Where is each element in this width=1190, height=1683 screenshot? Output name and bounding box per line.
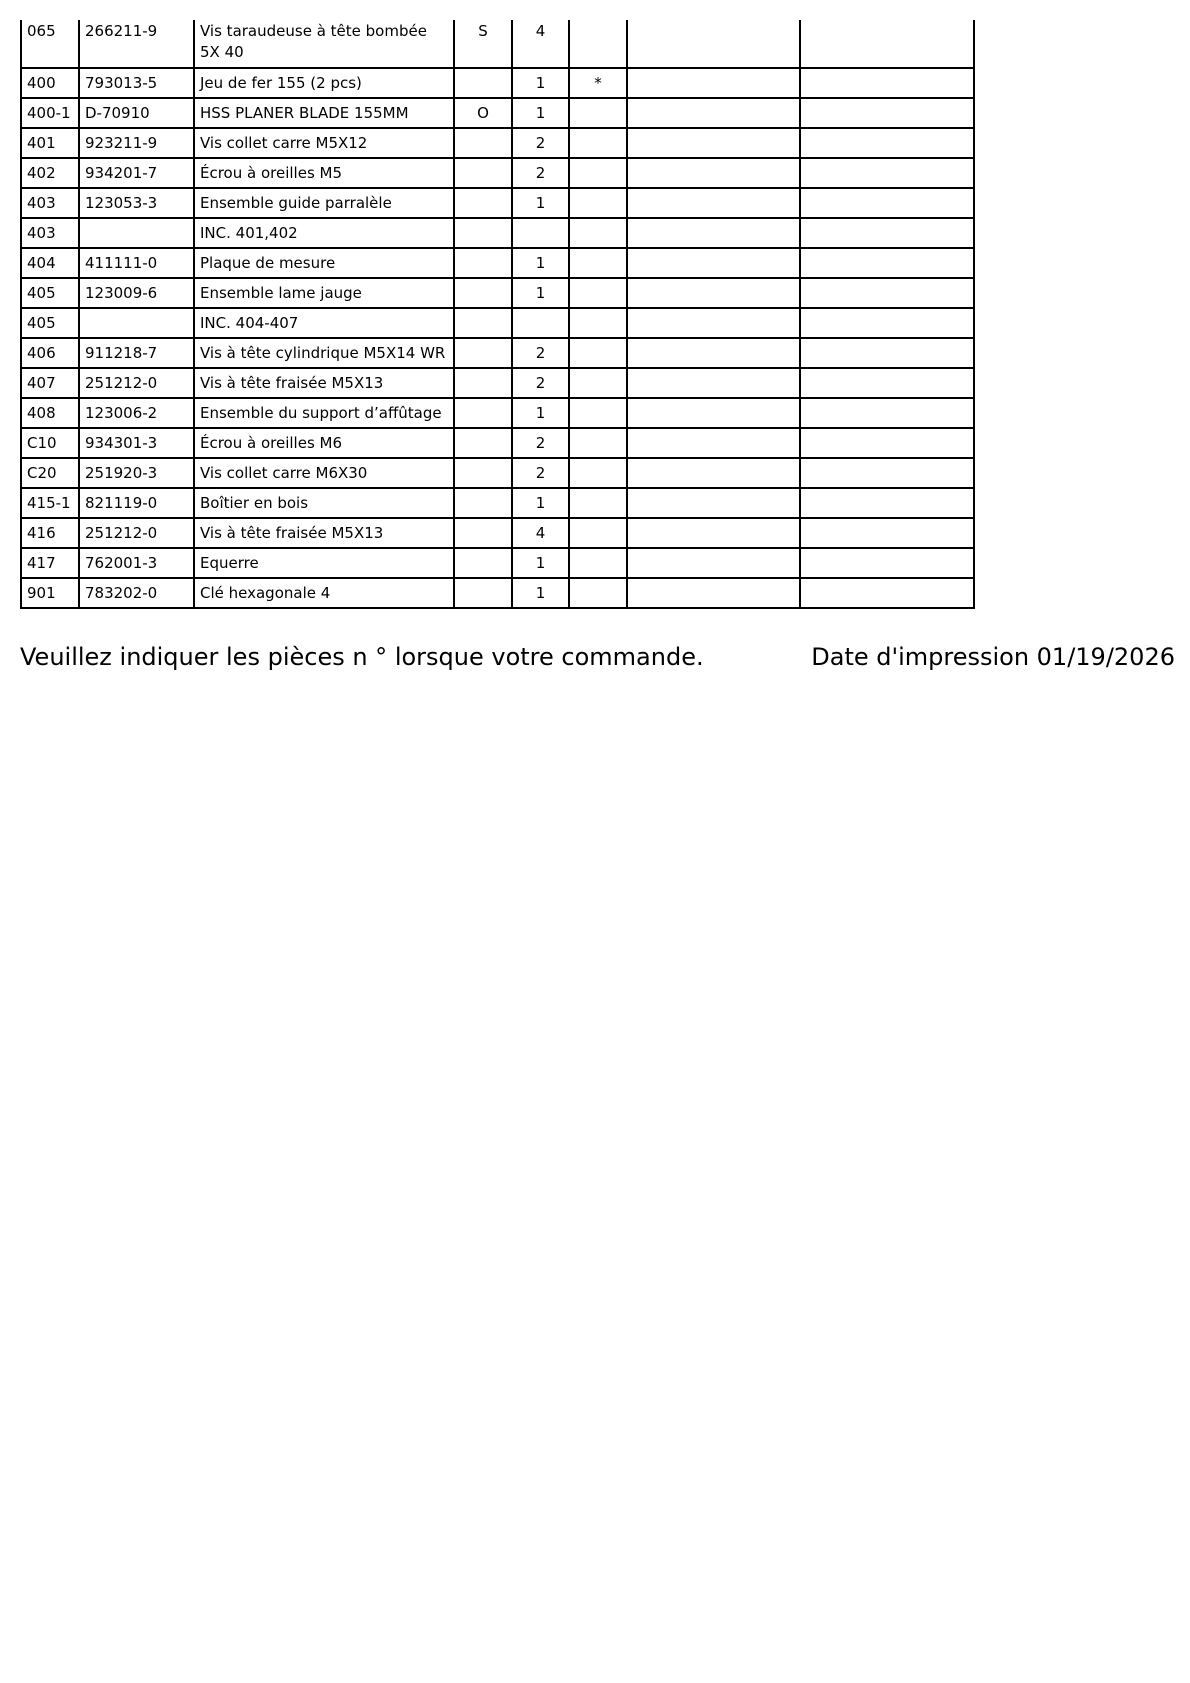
note-cell — [454, 248, 512, 278]
mark-cell — [569, 578, 627, 608]
part-number-cell: 123009-6 — [79, 278, 194, 308]
table-row — [21, 338, 974, 368]
item-number-cell: 416 — [21, 518, 79, 548]
description-cell: INC. 401,402 — [194, 218, 454, 248]
blank-cell — [800, 458, 974, 488]
mark-cell — [569, 458, 627, 488]
note-cell: S — [454, 20, 512, 68]
quantity-cell: 2 — [512, 458, 569, 488]
part-number-cell: 911218-7 — [79, 338, 194, 368]
quantity-cell: 1 — [512, 278, 569, 308]
quantity-cell: 1 — [512, 488, 569, 518]
quantity-cell: 2 — [512, 128, 569, 158]
quantity-cell — [512, 218, 569, 248]
table-row — [21, 428, 974, 458]
description-cell: Ensemble guide parralèle — [194, 188, 454, 218]
blank-cell — [800, 518, 974, 548]
item-number-cell: 402 — [21, 158, 79, 188]
mark-cell — [569, 488, 627, 518]
quantity-cell: 1 — [512, 548, 569, 578]
part-number-cell: 251212-0 — [79, 368, 194, 398]
blank-cell — [627, 548, 800, 578]
part-number-cell: 783202-0 — [79, 578, 194, 608]
item-number-cell: 401 — [21, 128, 79, 158]
quantity-cell: 1 — [512, 248, 569, 278]
part-number-cell: 923211-9 — [79, 128, 194, 158]
table-row — [21, 128, 974, 158]
part-number-cell: 251920-3 — [79, 458, 194, 488]
description-cell: HSS PLANER BLADE 155MM — [194, 98, 454, 128]
blank-cell — [800, 578, 974, 608]
note-cell — [454, 218, 512, 248]
blank-cell — [627, 458, 800, 488]
item-number-cell: 405 — [21, 308, 79, 338]
blank-cell — [627, 20, 800, 68]
note-cell — [454, 128, 512, 158]
description-cell: Clé hexagonale 4 — [194, 578, 454, 608]
item-number-cell: 400-1 — [21, 98, 79, 128]
blank-cell — [800, 188, 974, 218]
description-cell: Jeu de fer 155 (2 pcs) — [194, 68, 454, 98]
mark-cell — [569, 428, 627, 458]
quantity-cell: 2 — [512, 338, 569, 368]
item-number-cell: 400 — [21, 68, 79, 98]
part-number-cell: 251212-0 — [79, 518, 194, 548]
blank-cell — [627, 248, 800, 278]
blank-cell — [627, 338, 800, 368]
part-number-cell: 411111-0 — [79, 248, 194, 278]
blank-cell — [800, 308, 974, 338]
note-cell — [454, 458, 512, 488]
blank-cell — [627, 518, 800, 548]
item-number-cell: C20 — [21, 458, 79, 488]
mark-cell: * — [569, 68, 627, 98]
table-row — [21, 458, 974, 488]
part-number-cell: 934201-7 — [79, 158, 194, 188]
blank-cell — [627, 128, 800, 158]
quantity-cell: 4 — [512, 518, 569, 548]
blank-cell — [800, 20, 974, 68]
quantity-cell — [512, 308, 569, 338]
description-cell: Boîtier en bois — [194, 488, 454, 518]
description-cell: Equerre — [194, 548, 454, 578]
quantity-cell: 1 — [512, 68, 569, 98]
blank-cell — [800, 98, 974, 128]
description-cell: Ensemble du support d’affûtage — [194, 398, 454, 428]
note-cell — [454, 368, 512, 398]
table-row — [21, 548, 974, 578]
item-number-cell: 406 — [21, 338, 79, 368]
blank-cell — [800, 428, 974, 458]
mark-cell — [569, 518, 627, 548]
note-cell — [454, 68, 512, 98]
quantity-cell: 2 — [512, 428, 569, 458]
note-cell — [454, 398, 512, 428]
item-number-cell: 404 — [21, 248, 79, 278]
quantity-cell: 2 — [512, 368, 569, 398]
item-number-cell: C10 — [21, 428, 79, 458]
mark-cell — [569, 338, 627, 368]
table-row — [21, 98, 974, 128]
table-row — [21, 20, 974, 68]
mark-cell — [569, 188, 627, 218]
mark-cell — [569, 158, 627, 188]
blank-cell — [800, 548, 974, 578]
part-number-cell: 123053-3 — [79, 188, 194, 218]
blank-cell — [800, 128, 974, 158]
part-number-cell: 123006-2 — [79, 398, 194, 428]
table-row — [21, 68, 974, 98]
blank-cell — [627, 368, 800, 398]
description-cell: Vis taraudeuse à tête bombée 5X 40 — [194, 20, 454, 68]
quantity-cell: 1 — [512, 398, 569, 428]
item-number-cell: 405 — [21, 278, 79, 308]
blank-cell — [800, 368, 974, 398]
note-cell — [454, 188, 512, 218]
blank-cell — [627, 68, 800, 98]
note-cell — [454, 488, 512, 518]
mark-cell — [569, 548, 627, 578]
mark-cell — [569, 98, 627, 128]
blank-cell — [800, 278, 974, 308]
description-cell: Écrou à oreilles M5 — [194, 158, 454, 188]
description-cell: Écrou à oreilles M6 — [194, 428, 454, 458]
note-cell — [454, 578, 512, 608]
print-date: Date d'impression 01/19/2026 — [811, 643, 1175, 671]
blank-cell — [627, 308, 800, 338]
blank-cell — [627, 218, 800, 248]
blank-cell — [800, 218, 974, 248]
blank-cell — [627, 158, 800, 188]
mark-cell — [569, 398, 627, 428]
part-number-cell — [79, 218, 194, 248]
note-cell — [454, 518, 512, 548]
description-cell: Vis collet carre M5X12 — [194, 128, 454, 158]
part-number-cell: D-70910 — [79, 98, 194, 128]
blank-cell — [627, 278, 800, 308]
blank-cell — [800, 248, 974, 278]
mark-cell — [569, 20, 627, 68]
item-number-cell: 417 — [21, 548, 79, 578]
mark-cell — [569, 218, 627, 248]
blank-cell — [627, 188, 800, 218]
part-number-cell: 793013-5 — [79, 68, 194, 98]
part-number-cell: 934301-3 — [79, 428, 194, 458]
part-number-cell: 266211-9 — [79, 20, 194, 68]
parts-table-body — [21, 20, 974, 608]
note-cell — [454, 428, 512, 458]
table-row — [21, 368, 974, 398]
part-number-cell — [79, 308, 194, 338]
item-number-cell: 408 — [21, 398, 79, 428]
item-number-cell: 407 — [21, 368, 79, 398]
table-row — [21, 278, 974, 308]
item-number-cell: 415-1 — [21, 488, 79, 518]
parts-table — [20, 20, 975, 609]
note-cell — [454, 308, 512, 338]
item-number-cell: 901 — [21, 578, 79, 608]
note-cell: O — [454, 98, 512, 128]
item-number-cell: 403 — [21, 218, 79, 248]
blank-cell — [627, 578, 800, 608]
table-row — [21, 308, 974, 338]
note-cell — [454, 338, 512, 368]
part-number-cell: 821119-0 — [79, 488, 194, 518]
mark-cell — [569, 278, 627, 308]
item-number-cell: 403 — [21, 188, 79, 218]
blank-cell — [800, 68, 974, 98]
table-row — [21, 158, 974, 188]
note-cell — [454, 278, 512, 308]
description-cell: INC. 404-407 — [194, 308, 454, 338]
part-number-cell: 762001-3 — [79, 548, 194, 578]
table-row — [21, 188, 974, 218]
table-row — [21, 398, 974, 428]
blank-cell — [627, 428, 800, 458]
table-row — [21, 488, 974, 518]
quantity-cell: 1 — [512, 578, 569, 608]
mark-cell — [569, 368, 627, 398]
table-row — [21, 518, 974, 548]
note-cell — [454, 158, 512, 188]
description-cell: Vis collet carre M6X30 — [194, 458, 454, 488]
description-cell: Plaque de mesure — [194, 248, 454, 278]
blank-cell — [627, 488, 800, 518]
blank-cell — [800, 338, 974, 368]
description-cell: Vis à tête fraisée M5X13 — [194, 368, 454, 398]
quantity-cell: 4 — [512, 20, 569, 68]
quantity-cell: 2 — [512, 158, 569, 188]
blank-cell — [627, 398, 800, 428]
table-row — [21, 248, 974, 278]
table-row — [21, 578, 974, 608]
blank-cell — [800, 488, 974, 518]
note-cell — [454, 548, 512, 578]
quantity-cell: 1 — [512, 188, 569, 218]
table-row — [21, 218, 974, 248]
blank-cell — [627, 98, 800, 128]
description-cell: Vis à tête fraisée M5X13 — [194, 518, 454, 548]
blank-cell — [800, 398, 974, 428]
mark-cell — [569, 128, 627, 158]
description-cell: Vis à tête cylindrique M5X14 WR — [194, 338, 454, 368]
order-note: Veuillez indiquer les pièces n ° lorsque votre commande. — [20, 643, 704, 671]
mark-cell — [569, 248, 627, 278]
mark-cell — [569, 308, 627, 338]
item-number-cell: 065 — [21, 20, 79, 68]
quantity-cell: 1 — [512, 98, 569, 128]
blank-cell — [800, 158, 974, 188]
description-cell: Ensemble lame jauge — [194, 278, 454, 308]
